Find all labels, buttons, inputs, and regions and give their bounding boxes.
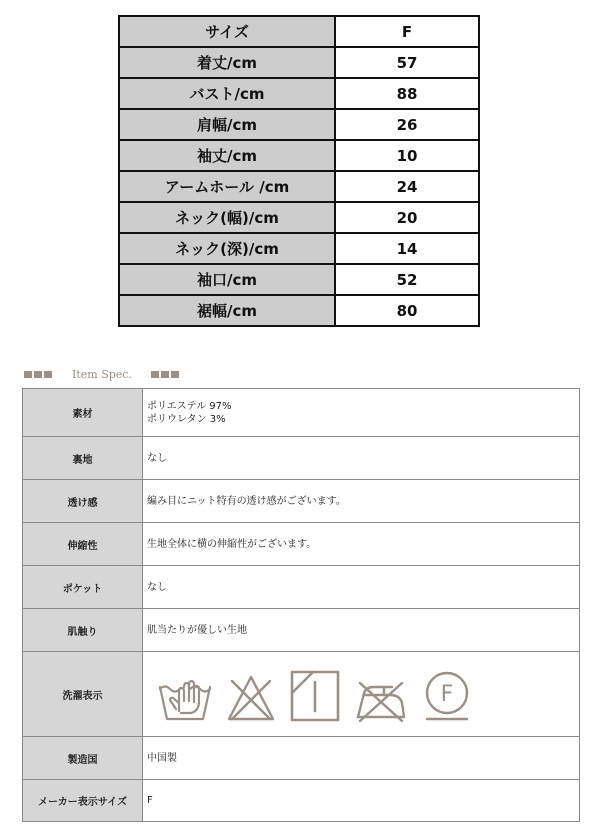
size-row-value: 10 (335, 140, 479, 171)
decorative-squares-right (151, 371, 179, 378)
size-row-value: 20 (335, 202, 479, 233)
size-row (119, 171, 479, 202)
spec-value-line: ポリウレタン 3% (147, 413, 226, 425)
size-row-label: ネック(幅)/cm (119, 202, 335, 233)
hand-wash-icon (157, 671, 213, 723)
size-row (119, 264, 479, 295)
size-row-label: 裾幅/cm (119, 295, 335, 326)
size-row (119, 233, 479, 264)
spec-value: なし (143, 437, 580, 480)
size-row-value: 88 (335, 78, 479, 109)
size-row (119, 140, 479, 171)
dry-clean-f-icon (421, 669, 473, 723)
size-row (119, 202, 479, 233)
spec-row-maker-size (23, 780, 580, 822)
size-row-label: 肩幅/cm (119, 109, 335, 140)
size-row-label: 袖丈/cm (119, 140, 335, 171)
spec-value: 肌当たりが優しい生地 (143, 609, 580, 652)
spec-row-origin (23, 737, 580, 780)
size-row-value: 26 (335, 109, 479, 140)
size-row-value: 14 (335, 233, 479, 264)
size-row-value: 24 (335, 171, 479, 202)
line-dry-in-shade-icon (289, 669, 341, 723)
spec-value: 中国製 (143, 737, 580, 780)
size-header-label: サイズ (119, 16, 335, 47)
size-header-row (119, 16, 479, 47)
size-row (119, 295, 479, 326)
square-icon (171, 371, 179, 378)
item-spec-header (24, 364, 179, 384)
spec-value: F (143, 780, 580, 822)
spec-row-material (23, 389, 580, 437)
size-row-label: 袖口/cm (119, 264, 335, 295)
size-row-label: ネック(深)/cm (119, 233, 335, 264)
decorative-squares-left (24, 371, 52, 378)
item-spec-title: Item Spec. (72, 367, 132, 381)
spec-value: 生地全体に横の伸縮性がございます。 (143, 523, 580, 566)
size-row-label: 着丈/cm (119, 47, 335, 78)
spec-value (143, 389, 580, 437)
square-icon (24, 371, 32, 378)
spec-label: 伸縮性 (23, 523, 143, 566)
spec-label: メーカー表示サイズ (23, 780, 143, 822)
square-icon (34, 371, 42, 378)
size-header-value: F (335, 16, 479, 47)
spec-row-texture (23, 609, 580, 652)
spec-row-sheerness (23, 480, 580, 523)
square-icon (44, 371, 52, 378)
size-row (119, 78, 479, 109)
size-row-value: 80 (335, 295, 479, 326)
spec-row-pocket (23, 566, 580, 609)
do-not-bleach-icon (226, 673, 276, 723)
spec-label: 透け感 (23, 480, 143, 523)
spec-value: なし (143, 566, 580, 609)
care-icons (147, 665, 579, 723)
dry-clean-letter: F (440, 682, 454, 707)
size-row-value: 57 (335, 47, 479, 78)
size-row-label: アームホール /cm (119, 171, 335, 202)
square-icon (161, 371, 169, 378)
size-row (119, 109, 479, 140)
spec-label: 製造国 (23, 737, 143, 780)
spec-row-lining (23, 437, 580, 480)
spec-label: 洗濯表示 (23, 652, 143, 737)
size-table (118, 15, 480, 327)
spec-label: ポケット (23, 566, 143, 609)
size-row (119, 47, 479, 78)
spec-label: 素材 (23, 389, 143, 437)
spec-label: 肌触り (23, 609, 143, 652)
spec-value: 編み目にニット特有の透け感がございます。 (143, 480, 580, 523)
square-icon (151, 371, 159, 378)
care-symbols-cell (143, 652, 580, 737)
spec-label: 裏地 (23, 437, 143, 480)
do-not-iron-icon (354, 677, 408, 723)
size-row-value: 52 (335, 264, 479, 295)
spec-row-stretch (23, 523, 580, 566)
item-spec-table (22, 388, 580, 822)
size-row-label: バスト/cm (119, 78, 335, 109)
spec-row-care (23, 652, 580, 737)
spec-value-line: ポリエステル 97% (147, 400, 232, 412)
